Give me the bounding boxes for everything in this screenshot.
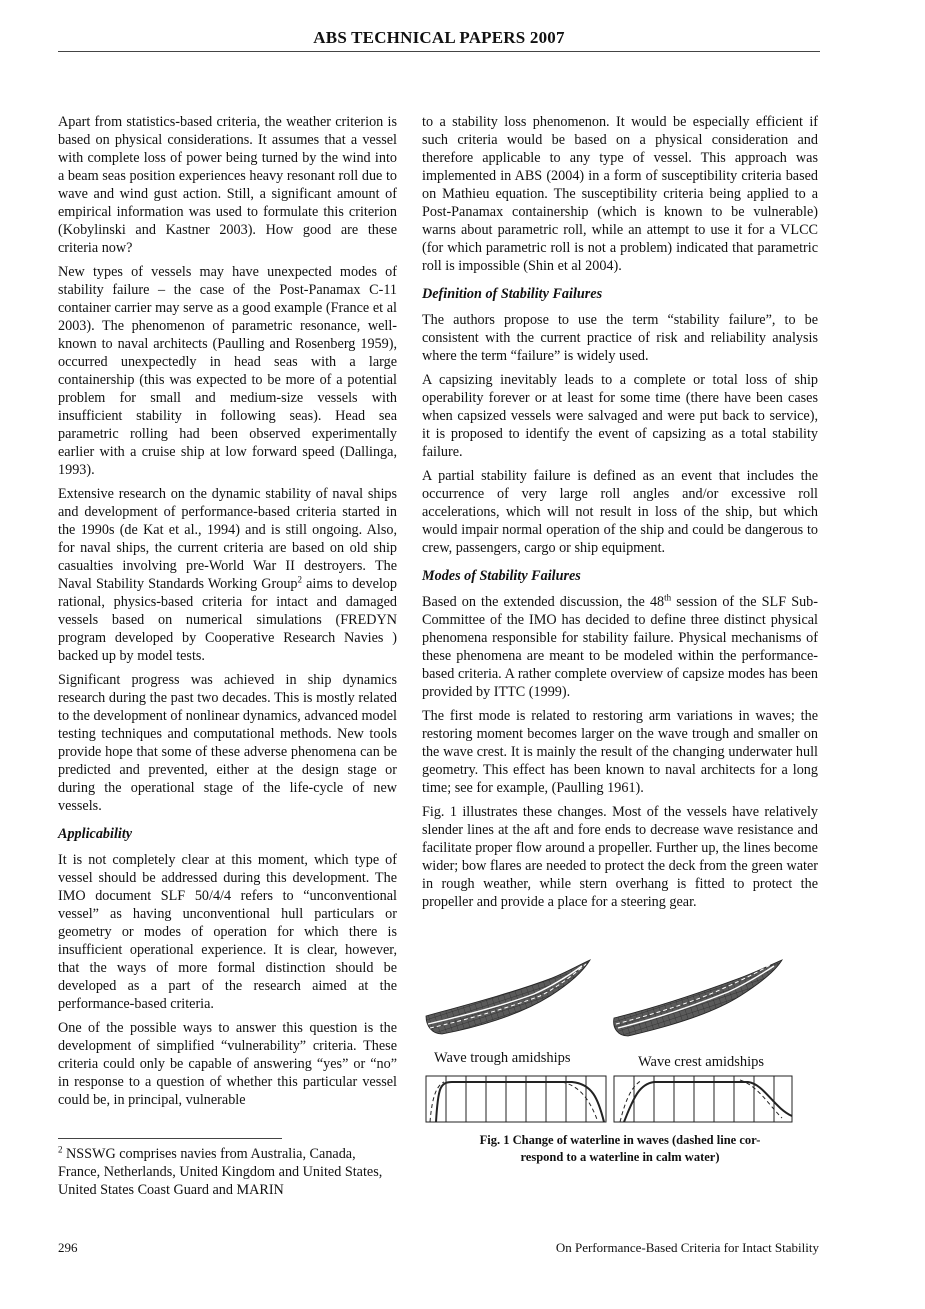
section-heading: Applicability <box>58 826 133 842</box>
footnote <box>58 1145 397 1199</box>
waterline-grid-right <box>614 1076 792 1122</box>
paragraph <box>58 485 397 665</box>
waterline-grid-left <box>426 1076 606 1122</box>
paragraph: The first mode is related to restoring arm variations in waves; the restoring moment becomes larger on the wave trough and smaller on the wave crest. It is mainly the result of the changing underwater hull geometry. This effect has been known to naval architects for a long time; see for example, (Paulling 1961). <box>422 708 818 796</box>
section-heading: Definition of Stability Failures <box>422 286 603 302</box>
paragraph: Significant progress was achieved in ship dynamics research during the past two decades. This is mostly related to the development of nonlinear dynamics, advanced model testing techniques and computational methods. New tools provide hope that some of these adverse phenomena can be predicted and prevented, either at the design stage or during the operational stage of the life-cycle of new vessels. <box>58 672 397 814</box>
paragraph-text: Extensive research on the dynamic stability of naval ships and development of performance-based criteria started in the 1990s (de Kat et al., 1994) and is still ongoing. Also, for naval ships, the current criteria are based on old ship casualties involving pre-World War II destroyers. The Naval Stability Standards Working Group <box>58 486 397 592</box>
figure-1 <box>422 958 818 1128</box>
paragraph: A capsizing inevitably leads to a complete or total loss of ship operability forever or at least for some time (there have been cases when capsized vessels were salvaged and were put back to service), it is proposed to identify the event of capsizing as a total stability failure. <box>422 372 818 460</box>
footnote-rule <box>58 1138 282 1139</box>
paragraph-text: Based on the extended discussion, the 48 <box>422 594 665 610</box>
paragraph-text: session of the SLF Sub-Committee of the IMO has decided to define three distinct physical phenomena responsible for stability failure. Physical mechanisms of these phenomena are meant to be modeled within the performance-based criteria. A rather complete overview of capsize modes has been provided by ITTC (1999). <box>422 594 819 700</box>
paragraph: Apart from statistics-based criteria, the weather criterion is based on physical considerations. It assumes that a vessel with complete loss of power being turned by the wind into a beam seas position experiences heavy resonant roll due to wave and wind gust action. Still, a significant amount of empirical information was used to formulate this criterion (Kobylinski and Kastner 2003). How good are these criteria now? <box>58 114 397 256</box>
paragraph-text: aims to develop rational, physics-based criteria for intact and damaged vessels based on numerical simulations (FREDYN program developed by Cooperative Research Navies ) backed up by model tests. <box>58 576 397 664</box>
figure-caption <box>430 1132 810 1166</box>
paragraph: A partial stability failure is defined as an event that includes the occurrence of very large roll angles and/or excessive roll accelerations, which will not result in loss of the ship, but which would impair normal operation of the ship and could be dangerous to crew, passengers, cargo or ship equipment. <box>422 468 818 556</box>
caption-line: respond to a waterline in calm water) <box>520 1150 720 1164</box>
left-column <box>58 113 397 1115</box>
paragraph: It is not completely clear at this moment, which type of vessel should be addressed during this development. The IMO document SLF 50/4/4 refers to “unconventional vessel” as having unconventional hull particulars or geometry or modes of operation for which there is insufficient operational experience. It is clear, however, that the ways of more formal distinction should be developed as a part of the research aimed at the performance-based criteria. <box>58 852 397 1012</box>
header-rule <box>58 51 820 52</box>
paragraph: Fig. 1 illustrates these changes. Most of the vessels have relatively slender lines at the aft and fore ends to decrease wave resistance and facilitate proper flow around a propeller. Further up, the lines become wider; bow flares are needed to protect the deck from the green water in rough weather, while stern overhang is fitted to protect the propeller and provide a place for a steering gear. <box>422 804 818 910</box>
paragraph <box>422 593 818 701</box>
section-heading: Modes of Stability Failures <box>422 568 581 584</box>
paragraph: The authors propose to use the term “stability failure”, to be consistent with the current practice of risk and reliability analysis where the term “failure” is widely used. <box>422 312 818 364</box>
caption-line: Fig. 1 Change of waterline in waves (dashed line cor- <box>479 1133 761 1147</box>
superscript: th <box>664 592 672 603</box>
hull-figure-drawing <box>422 958 818 1128</box>
paragraph: New types of vessels may have unexpected modes of stability failure – the case of the Post-Panamax C-11 container carrier may serve as a good example (France et al 2003). The phenomenon of parametric resonance, well-known to naval architects (Paulling and Rosenberg 1959), occurred unexpectedly in head seas with a large containership (this was expected to be more of a potential problem for small and medium-size vessels with insufficient stability in following seas). Head sea parametric rolling had been observed experimentally earlier with a cruise ship at low forward speed (Dallinga, 1993). <box>58 264 397 478</box>
right-column <box>422 113 818 917</box>
running-footer-title: On Performance-Based Criteria for Intact Stability <box>555 1240 819 1255</box>
footnote-text: NSSWG comprises navies from Australia, Canada, France, Netherlands, United Kingdom and United States, United States Coast Guard and MARIN <box>58 1146 383 1198</box>
figure-label-right: Wave crest amidships <box>638 1054 765 1070</box>
paragraph: to a stability loss phenomenon. It would be especially efficient if such criteria would be based on a physical consideration and therefore applicable to any type of vessel. This approach was implemented in ABS (2004) in a form of susceptibility criteria based on Mathieu equation. The susceptibility criteria being applied to a Post-Panamax containership (which is known to be vulnerable) warns about parametric roll, while an attempt to use it for a VLCC (for which parametric roll is not a problem) indicated that parametric roll is impossible (Shin et al 2004). <box>422 114 818 274</box>
hull-left <box>426 960 590 1034</box>
running-header: ABS TECHNICAL PAPERS 2007 <box>313 28 565 47</box>
hull-right <box>614 960 782 1036</box>
figure-label-left: Wave trough amidships <box>434 1050 571 1066</box>
footnote-mark: 2 <box>58 1144 63 1155</box>
page-number: 296 <box>58 1240 78 1255</box>
footnote-ref: 2 <box>297 574 303 585</box>
paragraph: One of the possible ways to answer this question is the development of simplified “vulnerability” criteria. These criteria could only be capable of answering “yes” or “no” in response to a question of whether this particular vessel could be, in principal, vulnerable <box>58 1020 397 1108</box>
